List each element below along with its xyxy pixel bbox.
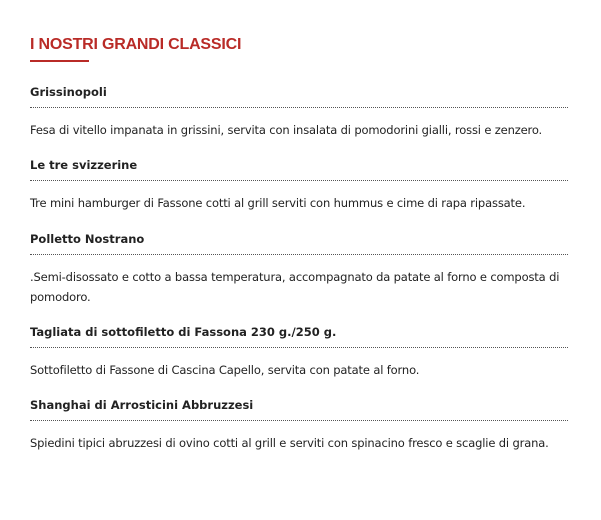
menu-item-name: Polletto Nostrano (30, 232, 145, 246)
menu-item-divider (30, 420, 568, 421)
menu-item-name: Tagliata di sottofiletto di Fassona 230 g./250 g. (30, 325, 337, 339)
menu-item-name: Le tre svizzerine (30, 158, 138, 172)
title-underline (30, 60, 89, 62)
menu-item-description: Spiedini tipici abruzzesi di ovino cotti al grill e serviti con spinacino fresco e scaglie di grana. (30, 436, 549, 450)
menu-item-description: Sottofiletto di Fassone di Cascina Capello, servita con patate al forno. (30, 363, 420, 377)
section-title: I NOSTRI GRANDI CLASSICI (30, 36, 242, 53)
menu-item-divider (30, 254, 568, 255)
menu-item-name: Shanghai di Arrosticini Abbruzzesi (30, 398, 254, 412)
menu-item-description: .Semi-disossato e cotto a bassa temperatura, accompagnato da patate al forno e composta di pomodoro. (30, 270, 560, 304)
menu-item (30, 84, 568, 140)
menu-item-divider (30, 347, 568, 348)
menu-item (30, 324, 568, 380)
menu-item-description: Fesa di vitello impanata in grissini, servita con insalata di pomodorini gialli, rossi e zenzero. (30, 123, 543, 137)
menu-item-description: Tre mini hamburger di Fassone cotti al grill serviti con hummus e cime di rapa ripassate. (30, 196, 526, 210)
menu-item (30, 231, 568, 307)
menu-item (30, 397, 568, 453)
menu-item (30, 157, 568, 213)
menu-item-divider (30, 180, 568, 181)
menu-item-name: Grissinopoli (30, 85, 107, 99)
menu-item-divider (30, 107, 568, 108)
